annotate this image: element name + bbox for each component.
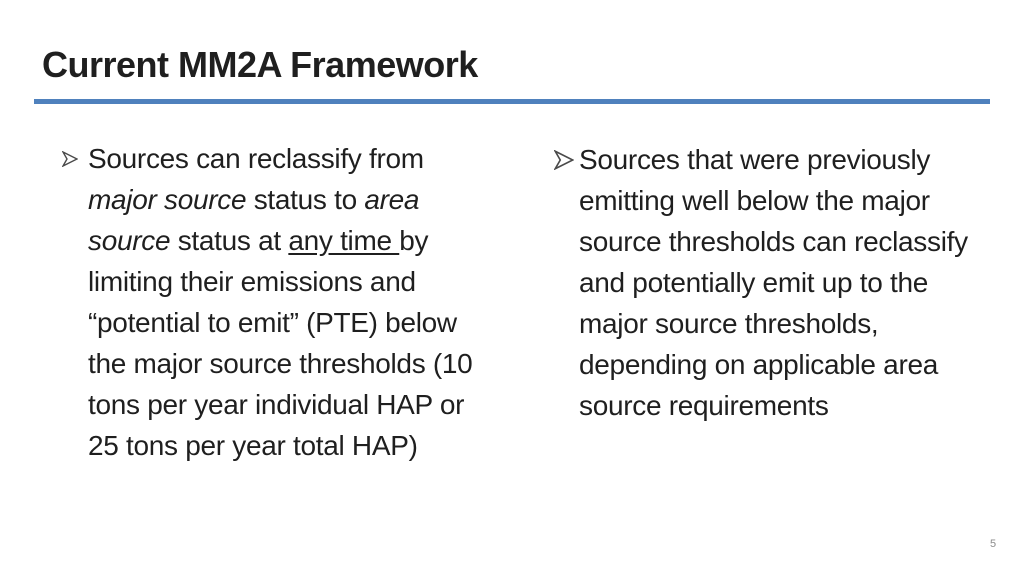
left-text-part-7: by limiting their emissions and “potential to emit” (PTE) below the major source thresholds (10 tons per year individual HAP or 25 tons per year total HAP) (88, 225, 473, 461)
title-underline-rule (34, 99, 990, 104)
left-text-any-time: any time (288, 225, 400, 256)
page-number: 5 (990, 538, 997, 550)
left-bullet-list (62, 138, 492, 466)
arrowhead-bullet-icon (554, 139, 572, 180)
right-bullet-list (554, 139, 994, 426)
right-bullet-text: Sources that were previously emitting well below the major source thresholds can reclassify and potentially emit up to the major source thresholds, depending on applicable area source requirements (579, 144, 968, 421)
left-text-part-3: status to (246, 184, 365, 215)
left-text-area-source: area source (88, 184, 420, 256)
left-text-part-1: Sources can reclassify from (88, 143, 424, 174)
arrowhead-bullet-icon (62, 138, 80, 179)
right-bullet-item (554, 139, 994, 426)
left-text-major-source: major source (88, 184, 247, 215)
left-bullet-item (62, 138, 492, 466)
left-text-part-5: status at (170, 225, 289, 256)
left-bullet-text (88, 143, 472, 461)
slide-title: Current MM2A Framework (42, 44, 478, 85)
